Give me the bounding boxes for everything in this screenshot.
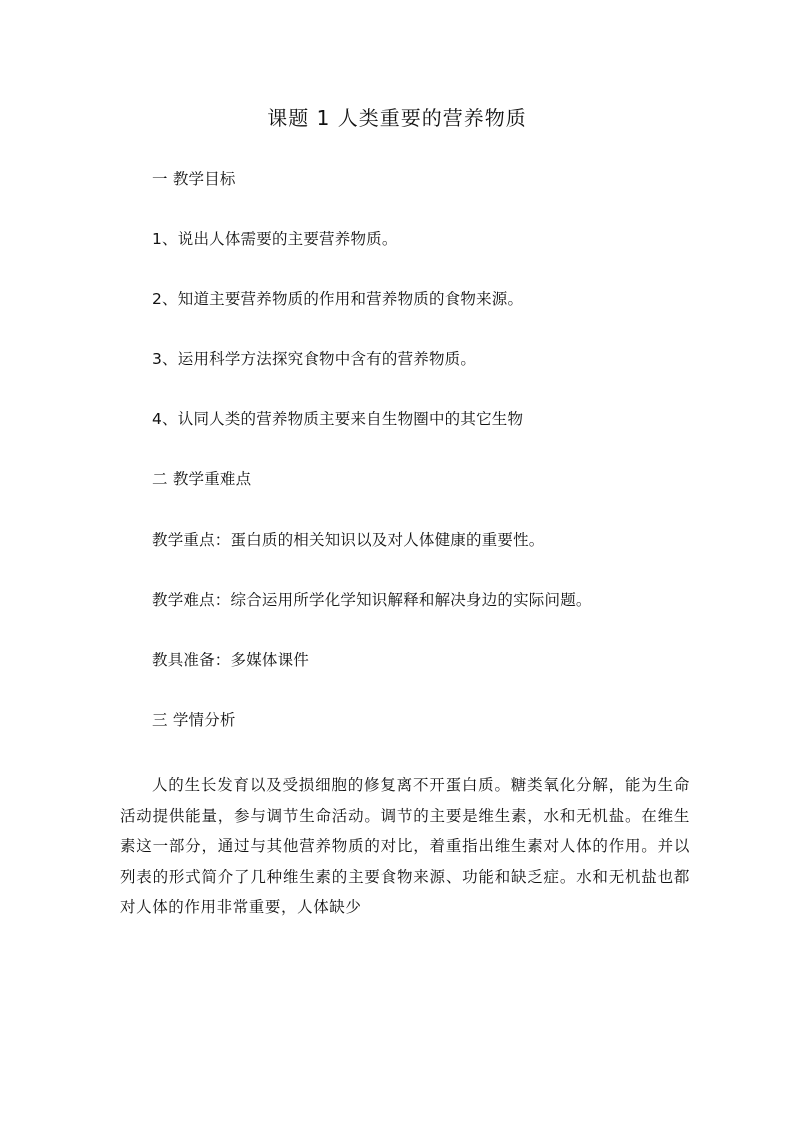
- goal-item-3: 3、运用科学方法探究食物中含有的营养物质。: [152, 350, 477, 368]
- section-heading-key-points: 二 教学重难点: [152, 470, 252, 488]
- key-point-text: 教学重点：蛋白质的相关知识以及对人体健康的重要性。: [152, 531, 545, 549]
- section-heading-goals: 一 教学目标: [152, 170, 236, 188]
- goal-item-4: 4、认同人类的营养物质主要来自生物圈中的其它生物: [152, 410, 524, 428]
- teaching-tools-text: 教具准备：多媒体课件: [152, 651, 310, 669]
- goal-item-2: 2、知道主要营养物质的作用和营养物质的食物来源。: [152, 290, 524, 308]
- difficult-point-text: 教学难点：综合运用所学化学知识解释和解决身边的实际问题。: [152, 591, 592, 609]
- page-title: 课题 1 人类重要的营养物质: [267, 106, 527, 130]
- analysis-paragraph: 人的生长发育以及受损细胞的修复离不开蛋白质。糖类氧化分解，能为生命活动提供能量，参与调节生命活动。调节的主要是维生素，水和无机盐。在维生素这一部分，通过与其他营养物质的对比，着重指出维生素对人体的作用。并以列表的形式简介了几种维生素的主要食物来源、功能和缺乏症。水和无机盐也都对人体的作用非常重要，人体缺少: [120, 776, 690, 916]
- goal-item-1: 1、说出人体需要的主要营养物质。: [152, 230, 398, 248]
- section-heading-analysis: 三 学情分析: [152, 711, 236, 729]
